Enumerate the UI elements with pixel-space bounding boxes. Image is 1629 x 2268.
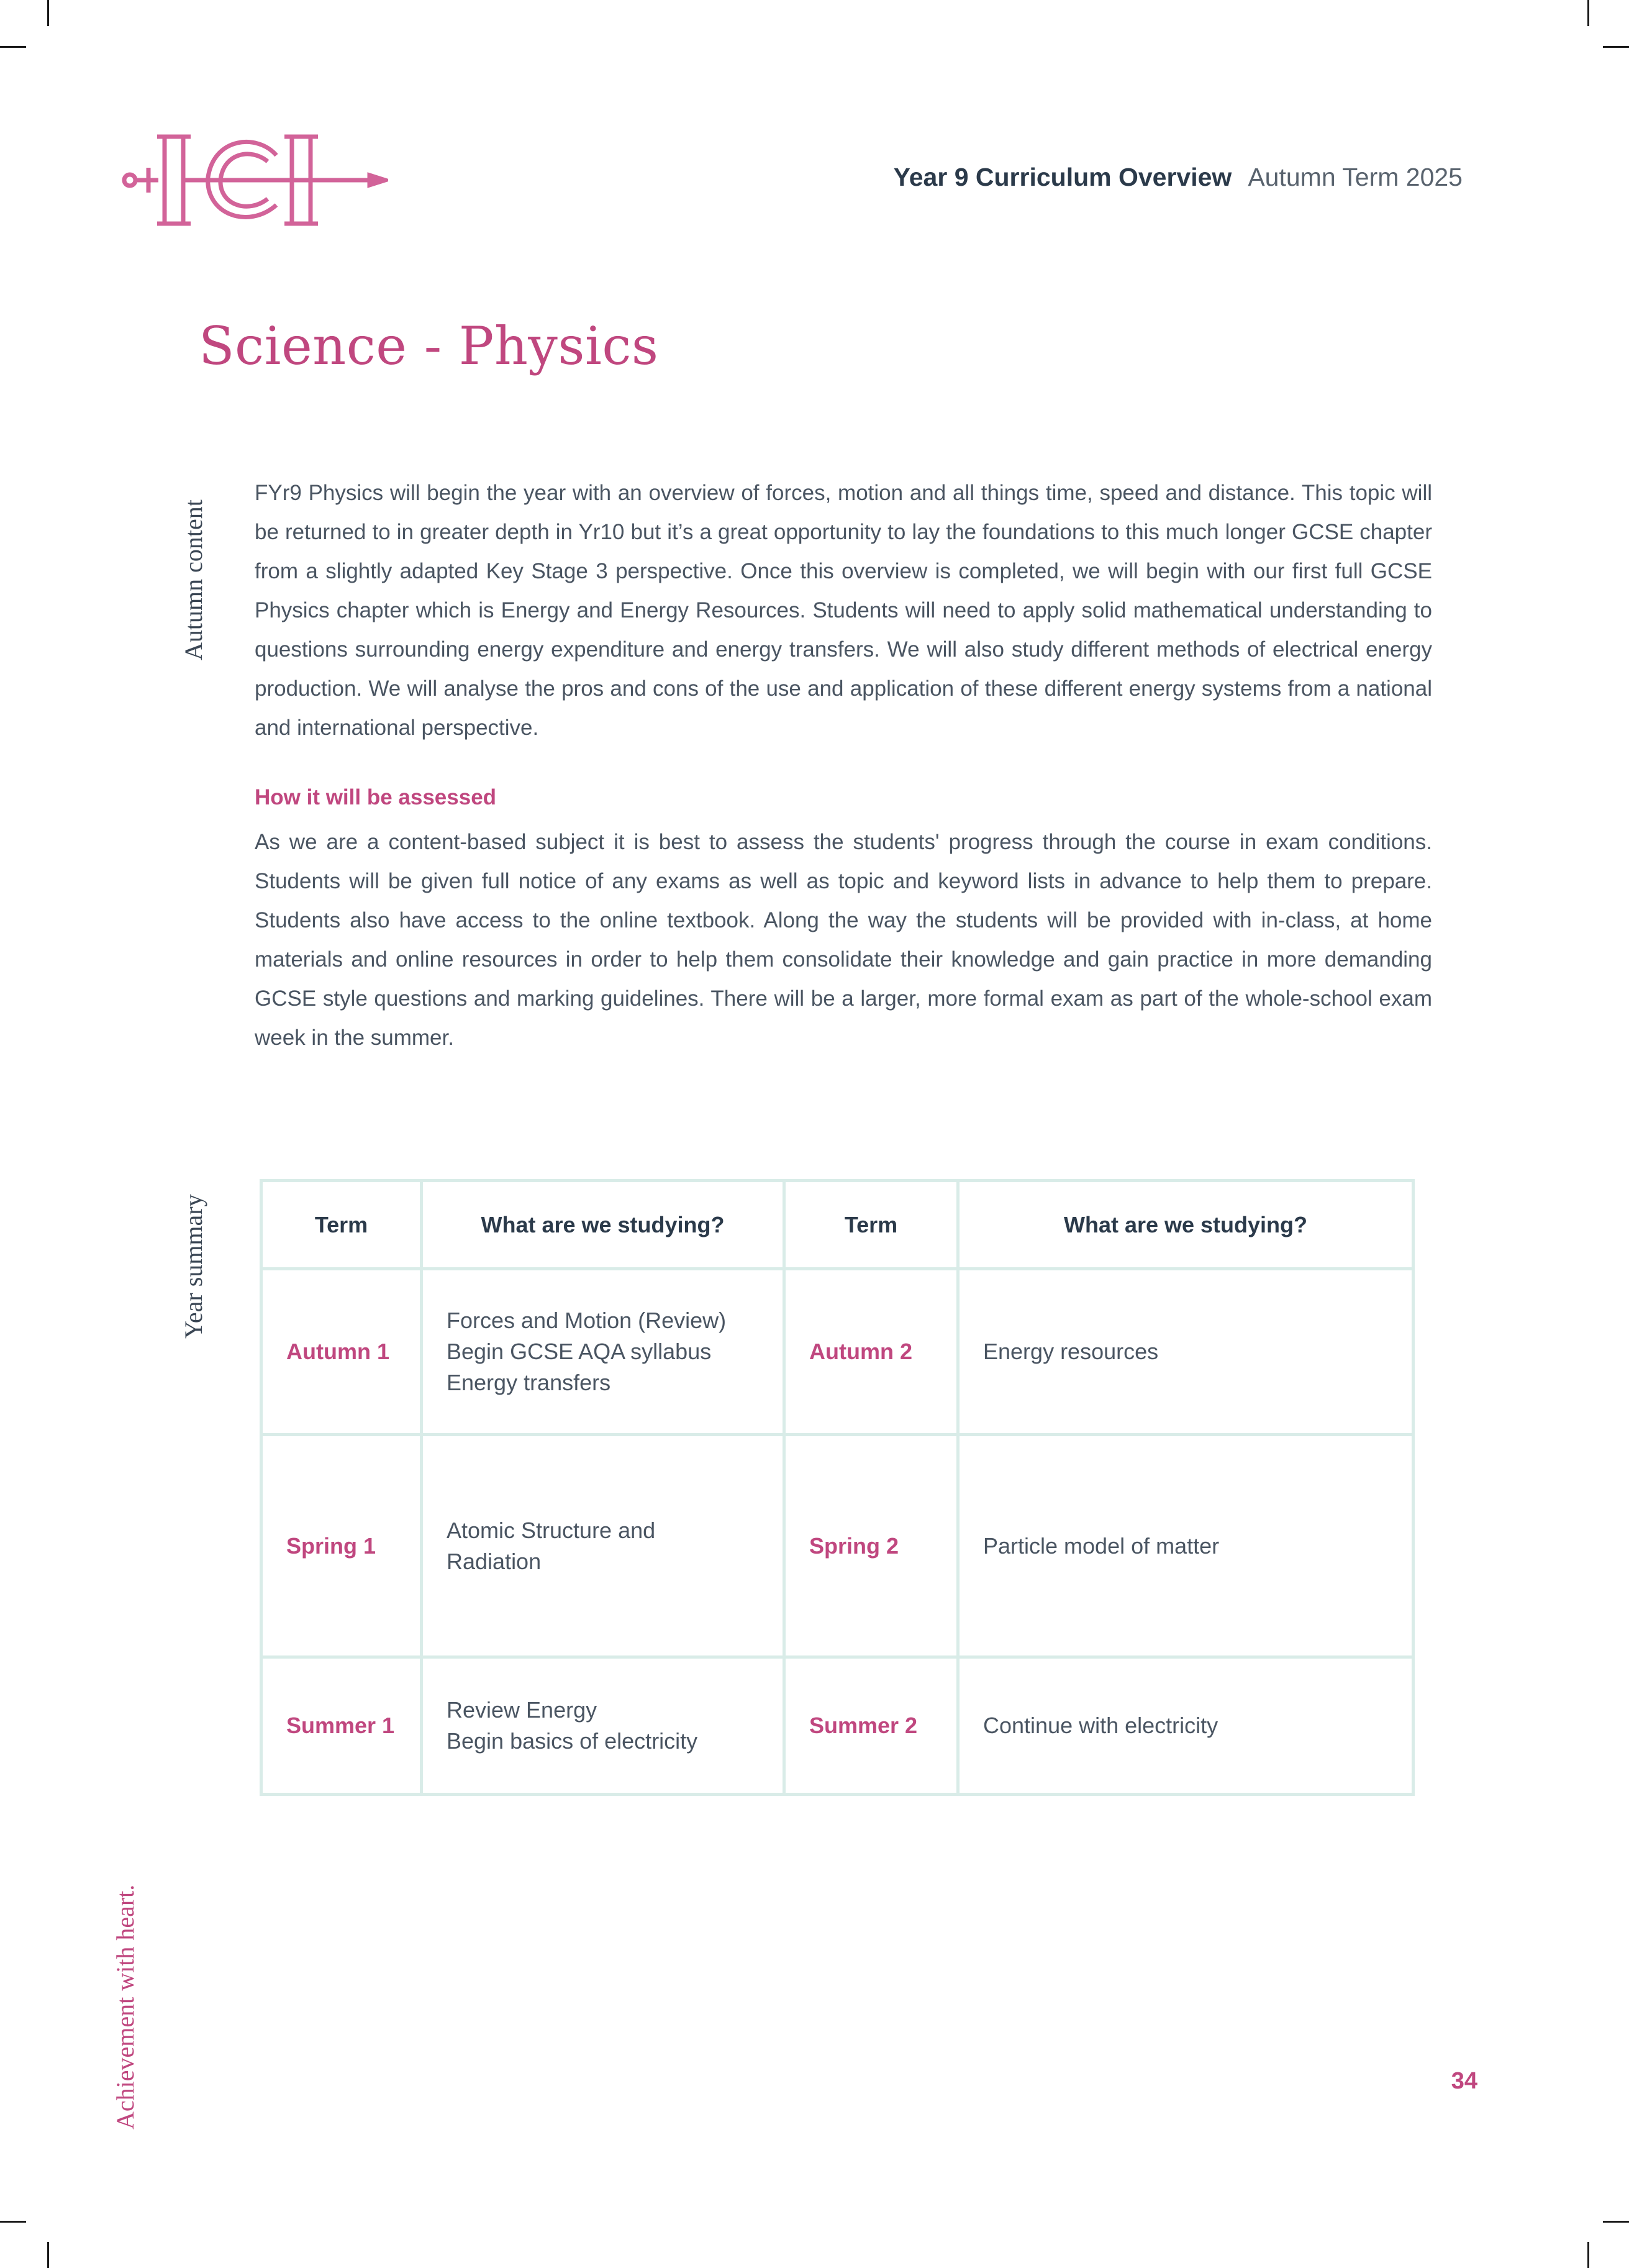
table-row bbox=[261, 1435, 1413, 1657]
topic-line: Continue with electricity bbox=[983, 1713, 1218, 1738]
autumn-content-label: Autumn content bbox=[179, 499, 207, 660]
table-row bbox=[261, 1657, 1413, 1795]
topic-line: Begin basics of electricity bbox=[447, 1728, 698, 1754]
term-cell: Spring 2 bbox=[784, 1435, 958, 1657]
topic-cell bbox=[958, 1435, 1413, 1657]
column-header: Term bbox=[261, 1181, 422, 1269]
topic-cell bbox=[958, 1269, 1413, 1435]
crop-mark bbox=[1603, 2221, 1629, 2223]
page-number: 34 bbox=[1451, 2068, 1477, 2094]
crop-mark bbox=[0, 46, 26, 48]
intro-paragraph: FYr9 Physics will begin the year with an overview of forces, motion and all things time, speed and distance. This topic will be returned to in greater depth in Yr10 but it’s a great opportunity to lay the foundations to this much longer GCSE chapter from a slightly adapted Key Stage 3 perspective. Once this overview is completed, we will begin with our first full GCSE Physics chapter which is Energy and Energy Resources. Students will need to apply solid mathematical understanding to questions surrounding energy expenditure and energy transfers. We will also study different methods of electrical energy production. We will analyse the pros and cons of the use and application of these different energy systems from a national and international perspective. bbox=[255, 481, 1432, 740]
topic-line: Begin GCSE AQA syllabus bbox=[447, 1339, 712, 1364]
tagline: Achievement with heart. bbox=[111, 1884, 139, 2129]
term-cell: Spring 1 bbox=[261, 1435, 422, 1657]
year-summary-label: Year summary bbox=[179, 1194, 207, 1339]
table-row bbox=[261, 1269, 1413, 1435]
hch-logo-icon bbox=[121, 130, 388, 230]
topic-line: Review Energy bbox=[447, 1697, 597, 1723]
column-header: What are we studying? bbox=[422, 1181, 784, 1269]
assessment-paragraph: As we are a content-based subject it is best to assess the students' progress through the course in exam conditions. Students will be given full notice of any exams as well as topic and keyword lists in advance to help them to prepare. Students also have access to the online textbook. Along the way the students will be provided with in-class, at home materials and online resources in order to help them consolidate their knowledge and gain practice in more demanding GCSE style questions and marking guidelines. There will be a larger, more formal exam as part of the whole-school exam week in the summer. bbox=[255, 830, 1432, 1050]
topic-cell bbox=[422, 1435, 784, 1657]
doc-title: Year 9 Curriculum Overview bbox=[893, 163, 1232, 191]
topic-cell bbox=[422, 1269, 784, 1435]
crop-mark bbox=[0, 2221, 26, 2223]
table-header-row bbox=[261, 1181, 1413, 1269]
crop-mark bbox=[47, 0, 49, 26]
crop-mark bbox=[1587, 0, 1589, 26]
topic-cell bbox=[422, 1657, 784, 1795]
topic-line: Atomic Structure and bbox=[447, 1517, 656, 1543]
crop-mark bbox=[47, 2242, 49, 2268]
term-label: Autumn Term 2025 bbox=[1248, 163, 1463, 191]
term-cell: Summer 1 bbox=[261, 1657, 422, 1795]
topic-line: Energy transfers bbox=[447, 1370, 611, 1395]
topic-line: Particle model of matter bbox=[983, 1532, 1220, 1559]
term-cell: Autumn 1 bbox=[261, 1269, 422, 1435]
term-cell: Autumn 2 bbox=[784, 1269, 958, 1435]
assessment-heading: How it will be assessed bbox=[255, 785, 497, 809]
year-summary-table bbox=[260, 1179, 1415, 1796]
crop-mark bbox=[1587, 2242, 1589, 2268]
term-cell: Summer 2 bbox=[784, 1657, 958, 1795]
column-header: What are we studying? bbox=[958, 1181, 1413, 1269]
crop-mark bbox=[1603, 46, 1629, 48]
topic-cell bbox=[958, 1657, 1413, 1795]
column-header: Term bbox=[784, 1181, 958, 1269]
page-title: Science - Physics bbox=[199, 316, 659, 376]
topic-line: Radiation bbox=[447, 1548, 542, 1574]
document-header bbox=[894, 163, 1463, 192]
topic-line: Forces and Motion (Review) bbox=[447, 1308, 727, 1333]
topic-line: Energy resources bbox=[983, 1339, 1159, 1364]
